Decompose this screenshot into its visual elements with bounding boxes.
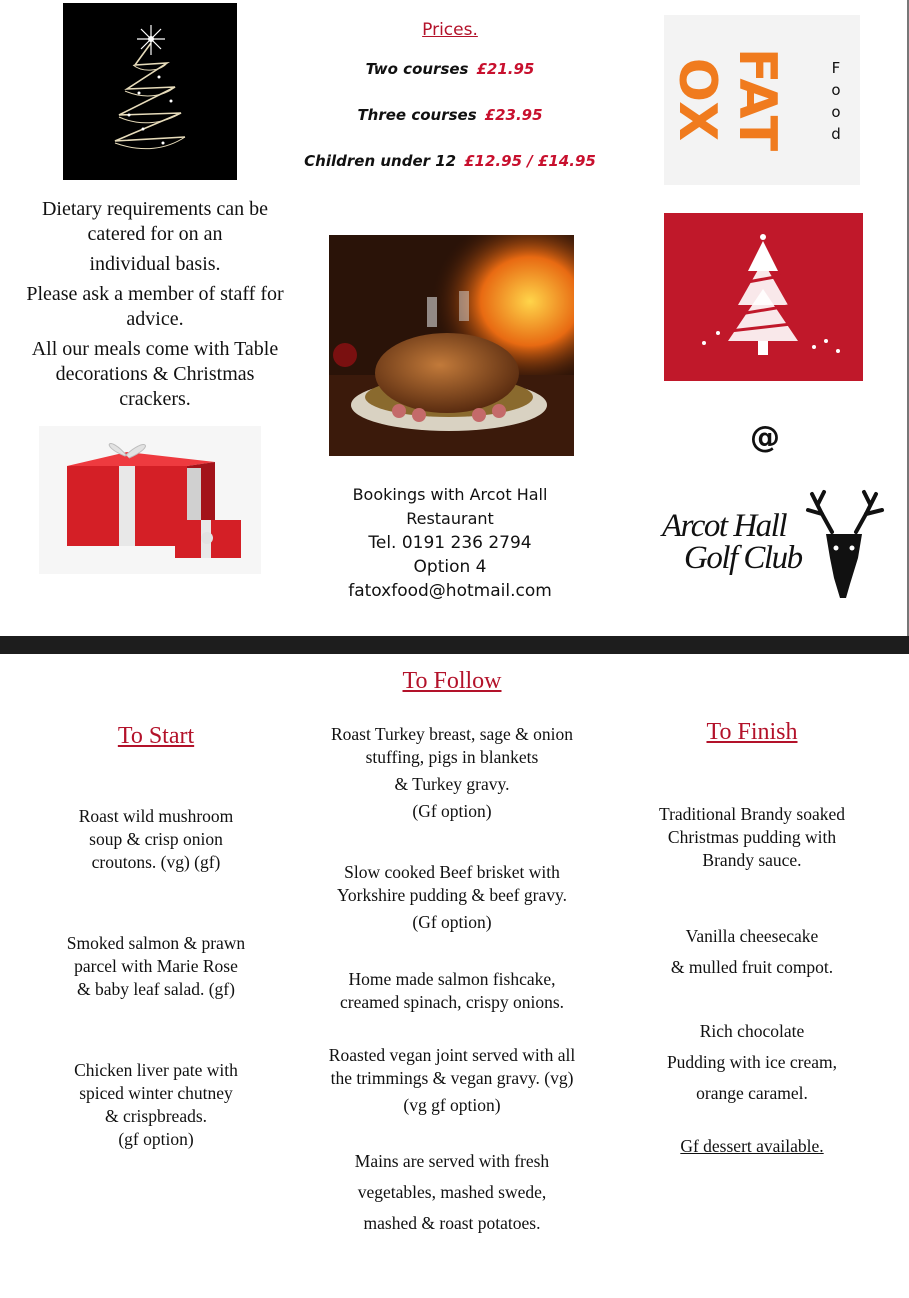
price-value: £21.95 [476,60,535,78]
menu-line: Home made salmon fishcake, [348,969,556,989]
menu-line: (vg gf option) [403,1095,501,1115]
club-name-line: Golf Club [684,540,802,576]
follow-item-roast-turkey [302,723,602,823]
start-item-mushroom-soup [20,805,292,874]
dietary-line: individual basis. [89,253,221,275]
menu-line: & mulled fruit compot. [670,957,834,977]
finish-gf-note: Gf dessert available. [680,1136,824,1156]
finish-item-chocolate-pudding [612,1016,892,1109]
finish-item-christmas-pudding [612,803,892,872]
logo-sub-letter: d [831,125,841,143]
menu-line: the trimmings & vegan gravy. (vg) [330,1068,574,1088]
booking-info [300,483,600,603]
booking-line: Bookings with Arcot Hall [352,485,548,504]
roast-turkey-image [329,235,574,456]
menu-line: Roast wild mushroom [78,806,234,826]
menu-line: croutons. (vg) (gf) [91,852,221,872]
logo-brand-text: FAT OX [667,47,787,153]
menu-line: Rich chocolate [699,1021,805,1041]
menu-line: creamed spinach, crispy onions. [339,992,565,1012]
club-name [662,510,822,574]
booking-email[interactable]: fatoxfood@hotmail.com [348,581,552,601]
menu-line: Traditional Brandy soaked [659,804,845,824]
dietary-info [20,197,290,417]
menu-line: stuffing, pigs in blankets [365,747,539,767]
prices-title: Prices. [422,20,478,40]
price-row-three-courses [250,106,650,124]
dietary-line: Please ask a member of staff for advice. [26,283,284,330]
menu-line: & baby leaf salad. (gf) [77,979,235,999]
to-finish-heading: To Finish [706,719,798,745]
dietary-line: Dietary requirements can be catered for on an [41,198,268,245]
booking-line: Restaurant [406,509,494,528]
follow-mains-note [302,1146,602,1239]
menu-line: (Gf option) [412,912,492,932]
start-item-chicken-liver-pate [20,1059,292,1151]
menu-line: Vanilla cheesecake [685,926,819,946]
menu-line: Yorkshire pudding & beef gravy. [337,885,567,905]
menu-line: Chicken liver pate with [74,1060,238,1080]
menu-line: Roasted vegan joint served with all [328,1045,576,1065]
logo-sub-letter: o [831,81,841,99]
menu-line: Slow cooked Beef brisket with [344,862,560,882]
price-value: £23.95 [484,106,543,124]
to-follow-heading: To Follow [402,668,502,694]
menu-line: soup & crisp onion [89,829,223,849]
follow-item-salmon-fishcake [302,968,602,1014]
section-divider [0,636,909,654]
menu-line: Mains are served with fresh [354,1151,550,1171]
menu-line: Pudding with ice cream, [666,1052,838,1072]
at-symbol: @ [750,420,780,455]
start-item-salmon-prawn [20,932,292,1001]
menu-line: orange caramel. [696,1083,808,1103]
menu-line: mashed & roast potatoes. [363,1213,541,1233]
booking-phone: Tel. 0191 236 2794 [368,533,532,553]
follow-item-beef-brisket [302,861,602,938]
gift-box-image [39,426,261,574]
finish-item-vanilla-cheesecake [612,921,892,983]
sparkler-tree-image [63,3,237,180]
red-christmas-tree-image [664,213,863,381]
price-label: Children under 12 [304,152,457,170]
booking-option: Option 4 [413,557,487,577]
menu-line: & crispbreads. [104,1106,208,1126]
dietary-line: All our meals come with Table decorations & Christmas crackers. [31,338,279,410]
price-label: Two courses [365,60,469,78]
menu-line: parcel with Marie Rose [74,956,238,976]
fat-ox-food-logo [664,15,860,185]
logo-sub-letter: o [831,103,841,121]
menu-line: (gf option) [118,1129,194,1149]
club-name-line: Arcot Hall [662,508,787,544]
menu-line: spiced winter chutney [79,1083,233,1103]
follow-item-vegan-joint [302,1044,602,1121]
price-row-children [250,152,650,170]
menu-line: Brandy sauce. [702,850,802,870]
menu-line: Smoked salmon & prawn [66,933,246,953]
menu-line: Roast Turkey breast, sage & onion [330,724,574,744]
menu-line: & Turkey gravy. [394,774,510,794]
menu-line: vegetables, mashed swede, [357,1182,547,1202]
price-row-two-courses [250,60,650,78]
menu-line: (Gf option) [412,801,492,821]
to-start-heading: To Start [117,723,195,749]
logo-sub-letter: F [831,59,841,77]
price-label: Three courses [357,106,477,124]
price-value: £12.95 / £14.95 [464,152,596,170]
menu-line: Christmas pudding with [667,827,837,847]
